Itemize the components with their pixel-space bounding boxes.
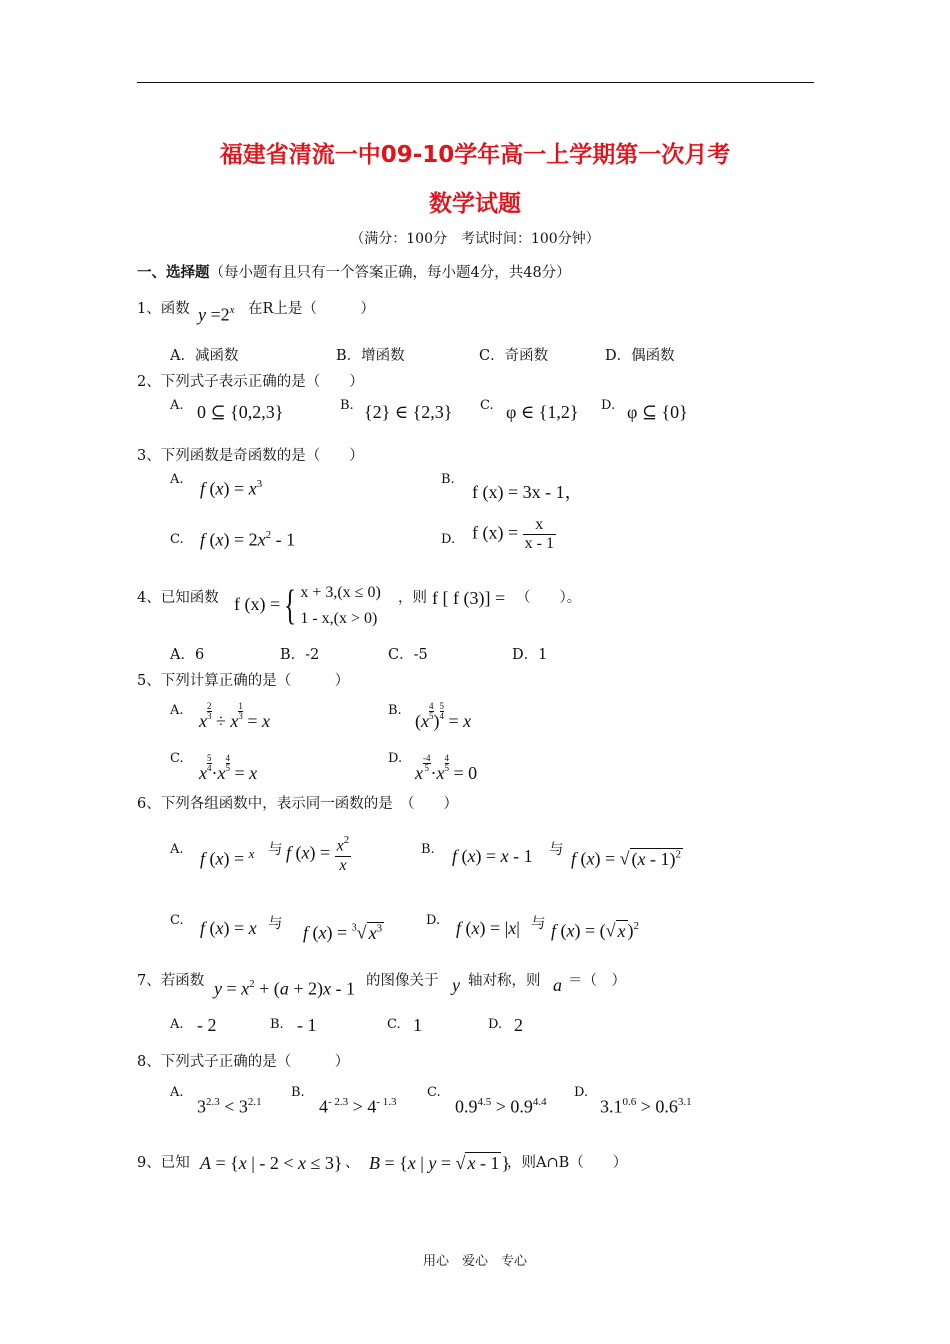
q6-label-d: D. bbox=[426, 913, 441, 928]
q9-set-b: B = {x | y = √ x - 1 } bbox=[369, 1153, 511, 1173]
section-heading: 一、选择题 bbox=[137, 265, 210, 281]
q3-label-d: D. bbox=[441, 532, 456, 547]
q7-label-a: A. bbox=[170, 1017, 184, 1032]
q5-option-a: x $\frac{2}{3}$ ÷ x $\frac{1}{3}$ = x bbox=[199, 701, 271, 732]
q7-label-b: B. bbox=[270, 1017, 284, 1032]
q6-option-a-right: f (x) = $\frac{x^2}{x}$ bbox=[286, 834, 350, 874]
q7-label-d: D. bbox=[488, 1017, 503, 1032]
q3-option-c: f $(x) = 2x^2 - 1$ bbox=[200, 529, 296, 550]
q5-stem: 5、下列计算正确的是（ ） bbox=[137, 673, 350, 689]
q3-label-a: A. bbox=[170, 472, 184, 487]
q4-option-a: A．6 bbox=[170, 647, 205, 663]
q1-option-c: C．奇函数 bbox=[479, 348, 549, 364]
q4-stem-c: （ ）。 bbox=[516, 590, 582, 606]
q8-label-c: C. bbox=[427, 1085, 441, 1100]
q3-label-c: C. bbox=[170, 532, 184, 547]
q3-d-left: f (x) = bbox=[472, 522, 519, 543]
q3-d-denominator: x - 1 bbox=[524, 535, 554, 552]
q3-option-d bbox=[472, 516, 556, 553]
q7-label-c: C. bbox=[387, 1017, 401, 1032]
q8-option-d: $3.1^{0.6} > 0.6^{3.1}$ bbox=[600, 1096, 692, 1117]
q8-label-a: A. bbox=[170, 1085, 184, 1100]
q5-label-a: A. bbox=[170, 703, 184, 718]
q8-option-b: $4^{- 2.3} > 4^{- 1.3}$ bbox=[319, 1096, 397, 1117]
q7-option-d: 2 bbox=[514, 1015, 523, 1035]
q6-stem: 6、下列各组函数中，表示同一函数的是 （ ） bbox=[137, 796, 458, 812]
q7-y: y bbox=[452, 975, 460, 995]
q2-option-a: 0 ⊆ {0,2,3} bbox=[197, 402, 284, 422]
q6-option-b-right: f (x) = √ (x - 1)$^2$ bbox=[571, 848, 682, 869]
q4-pieces bbox=[300, 580, 380, 632]
q1-stem-b: 在R上是（ ） bbox=[248, 301, 375, 317]
q6-option-c-left: f (x) = x bbox=[200, 918, 257, 938]
q8-stem: 8、下列式子正确的是（ ） bbox=[137, 1054, 350, 1070]
q9-set-a: A = {x | - 2 < x ≤ 3} bbox=[200, 1153, 343, 1173]
q5-label-b: B. bbox=[388, 703, 402, 718]
q8-label-b: B. bbox=[291, 1085, 305, 1100]
q4-stem-b: ，则 bbox=[398, 590, 427, 606]
q6-option-b-left: f (x) = x - 1 bbox=[452, 846, 533, 866]
q4-stem-a: 4、已知函数 bbox=[137, 590, 219, 606]
q4-option-b: B．-2 bbox=[280, 647, 320, 663]
q5-label-c: C. bbox=[170, 751, 184, 766]
q6-label-c: C. bbox=[170, 913, 184, 928]
q8-option-c: $0.9^{4.5} > 0.9^{4.4}$ bbox=[455, 1096, 547, 1117]
q6-d-yu: 与 bbox=[531, 916, 546, 932]
q2-option-c: φ ∈ {1,2} bbox=[506, 402, 579, 422]
q2-label-c: C. bbox=[480, 398, 494, 413]
q9-stem-a: 9、已知 bbox=[137, 1155, 190, 1171]
q5-label-d: D. bbox=[388, 751, 403, 766]
q3-stem: 3、下列函数是奇函数的是（ ） bbox=[137, 448, 364, 464]
q1-math: $y =2^x$ bbox=[198, 304, 235, 325]
q9-stem-b: ，则A∩B（ ） bbox=[507, 1155, 628, 1171]
q2-stem: 2、下列式子表示正确的是（ ） bbox=[137, 374, 364, 390]
q7-option-c: 1 bbox=[413, 1015, 422, 1035]
q1-option-d: D．偶函数 bbox=[605, 348, 675, 364]
q3-option-b: f (x) = 3x - 1， bbox=[472, 482, 583, 502]
q1-option-a: A．减函数 bbox=[170, 348, 239, 364]
q5-option-c: x $\frac{5}{4}$ ·x $\frac{4}{5}$ = x bbox=[199, 753, 258, 784]
exam-title: 福建省清流一中09-10学年高一上学期第一次月考 bbox=[219, 142, 731, 168]
q2-option-d: φ ⊆ {0} bbox=[627, 402, 688, 422]
section-note: （每小题有且只有一个答案正确，每小题4分，共48分） bbox=[209, 265, 571, 281]
q7-option-a: - 2 bbox=[197, 1015, 217, 1035]
q2-label-d: D. bbox=[601, 398, 616, 413]
q6-label-b: B. bbox=[421, 842, 435, 857]
q7-stem-d: ＝（ ） bbox=[568, 973, 626, 989]
q4-math2: f [ f (3)] = bbox=[432, 588, 506, 608]
q7-stem-c: 轴对称，则 bbox=[468, 973, 541, 989]
header-rule bbox=[137, 82, 814, 83]
footer-slogan: 用心 爱心 专心 bbox=[422, 1254, 527, 1269]
section-header bbox=[137, 261, 571, 282]
q3-label-b: B. bbox=[441, 472, 455, 487]
q6-option-a-left: f (x) = $^x$ bbox=[200, 846, 255, 869]
q9-sep: 、 bbox=[345, 1155, 360, 1171]
q4-fx: f (x) = bbox=[234, 594, 281, 615]
q2-option-b: {2} ∈ {2,3} bbox=[364, 402, 453, 422]
q6-option-d-right: f (x) = (√ x )$^2$ bbox=[551, 920, 640, 941]
q4-brace: { bbox=[284, 583, 297, 629]
q1-stem-a: 1、函数 bbox=[137, 301, 190, 317]
exam-subject-title: 数学试题 bbox=[429, 191, 521, 217]
q7-math: $y = x^2 + (a + 2)x - 1$ bbox=[214, 978, 355, 999]
q4-piece-2: 1 - x,(x > 0) bbox=[300, 610, 378, 627]
q6-a-yu: 与 bbox=[268, 842, 283, 858]
exam-info: （满分：100分 考试时间：100分钟） bbox=[350, 231, 600, 247]
q7-stem-b: 的图像关于 bbox=[366, 973, 439, 989]
q2-label-a: A. bbox=[170, 398, 184, 413]
q7-a: a bbox=[553, 975, 562, 995]
q4-piecewise bbox=[234, 580, 381, 632]
q7-stem-a: 7、若函数 bbox=[137, 973, 205, 989]
q6-c-yu: 与 bbox=[268, 916, 283, 932]
q8-option-a: $3^{2.3} < 3^{2.1}$ bbox=[197, 1096, 262, 1117]
q3-option-a: f $(x) = x^3$ bbox=[200, 478, 263, 499]
q6-option-c-right: f (x) = $^3$√ $x^3$ bbox=[303, 922, 383, 943]
q4-option-d: D．1 bbox=[512, 647, 548, 663]
q8-label-d: D. bbox=[574, 1085, 589, 1100]
q5-option-b: (x $\frac{4}{5}$ ) $\frac{5}{4}$ = x bbox=[415, 701, 472, 732]
q6-label-a: A. bbox=[170, 842, 184, 857]
q1-option-b: B．增函数 bbox=[336, 348, 405, 364]
q5-option-d: x $\frac{-4}{5}$ ·x $\frac{4}{5}$ = 0 bbox=[415, 753, 478, 784]
q2-label-b: B. bbox=[340, 398, 354, 413]
q6-b-yu: 与 bbox=[549, 842, 564, 858]
q3-d-numerator: x bbox=[523, 516, 556, 535]
q4-piece-1: x + 3,(x ≤ 0) bbox=[300, 584, 381, 601]
q4-option-c: C．-5 bbox=[388, 647, 428, 663]
q3-d-fraction bbox=[523, 516, 556, 553]
q7-option-b: - 1 bbox=[297, 1015, 317, 1035]
q6-option-d-left: f (x) = |x| bbox=[456, 918, 520, 938]
